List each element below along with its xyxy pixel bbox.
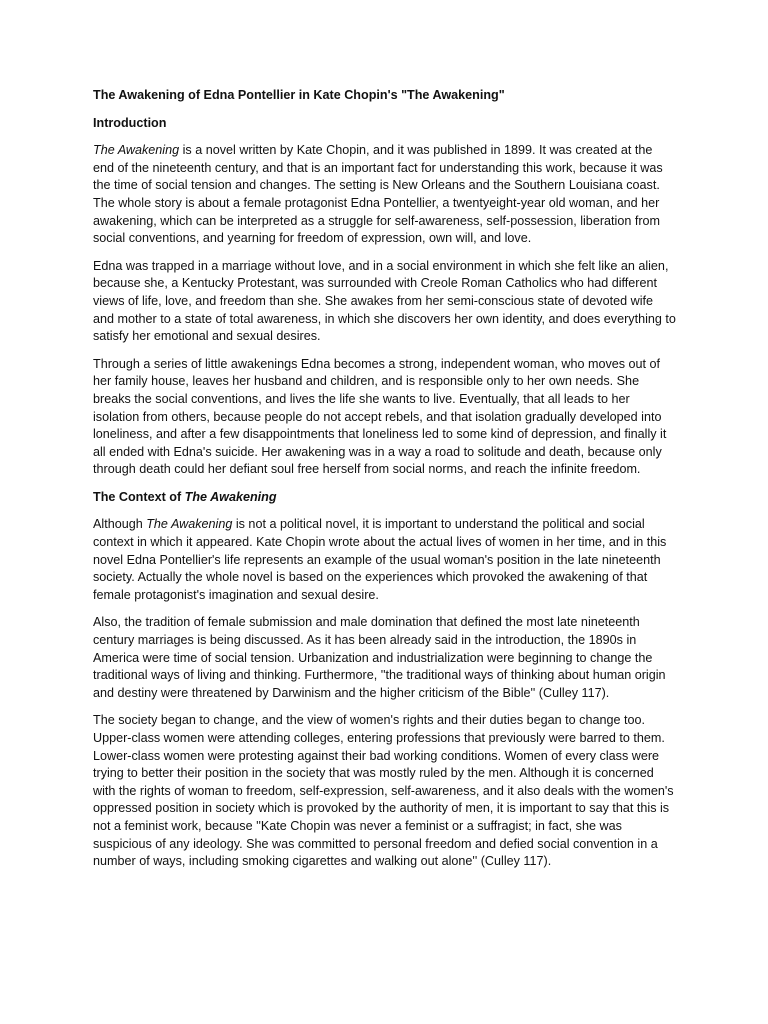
- paragraph-intro-1: [93, 142, 676, 248]
- section-heading-text: Introduction: [93, 115, 167, 130]
- paragraph-context-2: Also, the tradition of female submission and male domination that defined the most late nineteenth century marriages is being discussed. As it has been already said in the introduction, the 1890s in America were time of social tension. Urbanization and industrialization were beginning to change the traditional ways of living and thinking. Furthermore, ''the traditional ways of thinking about human origin and destiny were threatened by Darwinism and the higher criticism of the Bible'' (Culley 117).: [93, 615, 666, 700]
- document-body: [93, 87, 676, 881]
- paragraph-intro-2: Edna was trapped in a marriage without love, and in a social environment in which she felt like an alien, because she, a Kentucky Protestant, was surrounded with Creole Roman Catholics who had different views of life, love, and freedom than she. She awakes from her semi-conscious state of devoted wife and mother to a state of total awareness, in which she discovers her own identity, and does everything to satisfy her emotional and sexual desires.: [93, 258, 676, 344]
- paragraph-context-1: [93, 516, 676, 604]
- paragraph-context-3: The society began to change, and the view of women's rights and their duties began to change too. Upper-class women were attending colleges, entering professions that previously were barred to them. Lower-class women were protesting against their bad working conditions. Women of every class were trying to better their position in the society that was mostly ruled by the men. Although it is concerned with the rights of woman to freedom, self-expression, self-awareness, and it also deals with the women's oppressed position in society which is provoked by the authority of men, it is important to say that this is not a feminist work, because ''Kate Chopin was never a feminist or a suffragist; in fact, she was suspicious of any ideology. She was committed to personal freedom and defied social convention in a number of ways, including smoking cigarettes and walking out alone'' (Culley 117).: [93, 713, 674, 869]
- section-heading-context: [93, 489, 676, 507]
- paragraph-intro-3: Through a series of little awakenings Edna becomes a strong, independent woman, who moves out of her family house, leaves her husband and children, and is responsible only to her own needs. She breaks the social conventions, and lives the life she wants to live. Eventually, that all leads to her isolation from others, because people do not accept rebels, and that isolation gradually developed into loneliness, and after a few disappointments that loneliness led to some kind of depression, and finally it all ended with Edna's suicide. Her awakening was in a way a road to solitude and death, because only through death could her defiant soul free herself from social norms, and reach the infinite freedom.: [93, 356, 667, 477]
- paragraph-text: is a novel written by Kate Chopin, and it was published in 1899. It was created at the end of the nineteenth century, and that is an important fact for understanding this work, because it was the time of social tension and changes. The setting is New Orleans and the Southern Louisiana coast. The whole story is about a female protagonist Edna Pontellier, a twentyeight-year old woman, and her awakening, which can be interpreted as a struggle for self-awareness, self-possession, liberation from social conventions, and yearning for freedom of expression, own will, and love.: [93, 143, 663, 246]
- section-heading-introduction: [93, 115, 676, 133]
- paragraph-text: is not a political novel, it is important to understand the political and social context in which it appeared. Kate Chopin wrote about the actual lives of women in her time, and in this novel Edna Pontellier's life represents an example of the usual woman's position in the late nineteenth society. Actually the whole novel is based on the experiences which provoked the awakening of that female protagonist's imagination and sexual desire.: [93, 517, 667, 602]
- book-title-italic: The Awakening: [184, 489, 277, 504]
- section-heading-text: The Context of: [93, 489, 185, 504]
- book-title-italic: The Awakening: [93, 143, 180, 158]
- paragraph-lead-text: Although: [93, 517, 147, 532]
- book-title-italic: The Awakening: [146, 517, 233, 532]
- document-title: The Awakening of Edna Pontellier in Kate Chopin's "The Awakening": [93, 88, 505, 102]
